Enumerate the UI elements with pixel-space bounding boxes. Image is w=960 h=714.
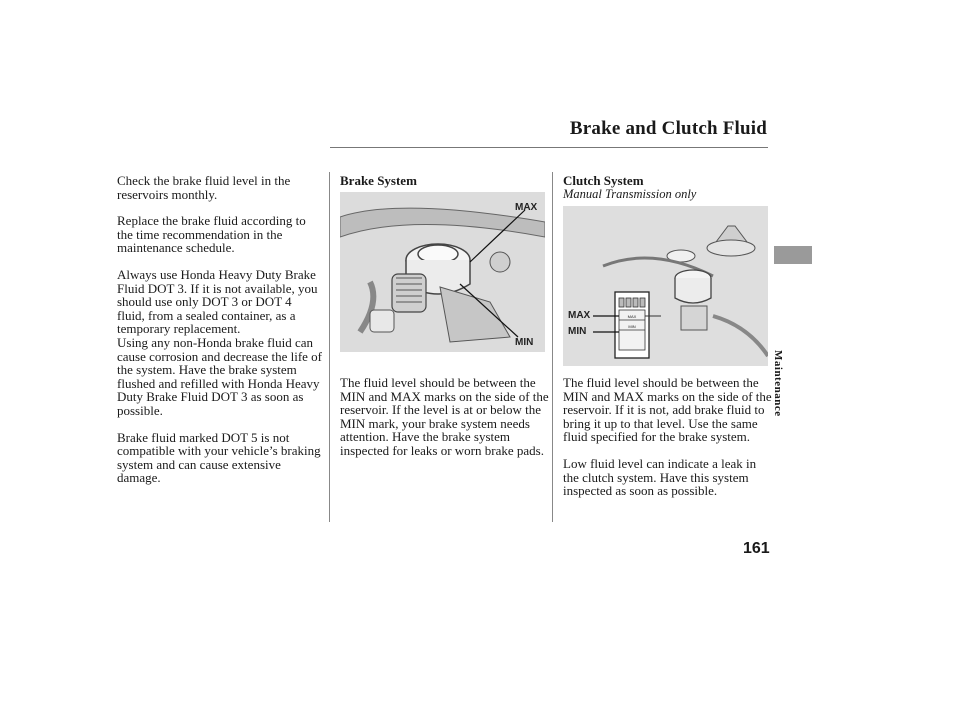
brake-max-callout: MAX — [515, 202, 538, 213]
clutch-reservoir-photo — [563, 206, 768, 366]
intro-paragraph-use-honda: Always use Honda Heavy Duty Brake Fluid DOT 3. If it is not available, you should use only DOT 3 or DOT 4 fluid, from a sealed container, as a temporary replacement. — [117, 266, 318, 337]
intro-column — [117, 174, 322, 498]
page-number: 161 — [743, 540, 770, 557]
column-divider-1 — [329, 172, 330, 522]
clutch-system-text — [563, 376, 775, 511]
clutch-system-heading: Clutch System — [563, 173, 644, 188]
page-title: Brake and Clutch Fluid — [569, 118, 767, 139]
clutch-paragraph-leak: Low fluid level can indicate a leak in the clutch system. Have this system inspected as soon as possible. — [563, 455, 757, 499]
brake-system-heading: Brake System — [340, 173, 417, 188]
brake-reservoir-illustration — [340, 192, 545, 352]
intro-paragraph-check: Check the brake fluid level in the reservoirs monthly. — [117, 173, 291, 202]
intro-paragraph-non-honda: Using any non-Honda brake fluid can cause corrosion and decrease the life of the system. Have the brake system flushed and refilled with Honda Heavy Duty Brake Fluid DOT 3 as soon as possible. — [117, 334, 323, 418]
clutch-paragraph-level: The fluid level should be between the MIN and MAX marks on the side of the reservoir. If it is not, add brake fluid to bring it up to that level. Use the same fluid specified for the brake system. — [563, 375, 772, 445]
section-tab — [774, 246, 812, 264]
brake-min-callout: MIN — [515, 337, 534, 348]
tag-min-label: MIN — [628, 324, 636, 329]
intro-paragraph-replace: Replace the brake fluid according to the time recommendation in the maintenance schedule. — [117, 213, 306, 256]
clutch-max-callout: MAX — [568, 310, 591, 321]
column-divider-2 — [552, 172, 553, 522]
clutch-min-callout: MIN — [568, 326, 587, 337]
tag-max-label: MAX — [627, 314, 637, 319]
intro-paragraph-dot5: Brake fluid marked DOT 5 is not compatible with your vehicle’s braking system and can cause extensive damage. — [117, 429, 321, 486]
section-side-label: Maintenance — [772, 350, 784, 417]
brake-reservoir-photo — [340, 192, 545, 352]
clutch-system-subheading: Manual Transmission only — [563, 187, 697, 201]
brake-system-text: The fluid level should be between the MIN and MAX marks on the side of the reservoir. If the level is at or below the MIN mark, your brake system needs attention. Have the brake system inspected for leaks or worn brake pads. — [340, 375, 549, 458]
title-divider — [330, 147, 768, 148]
clutch-reservoir-illustration — [563, 206, 768, 366]
